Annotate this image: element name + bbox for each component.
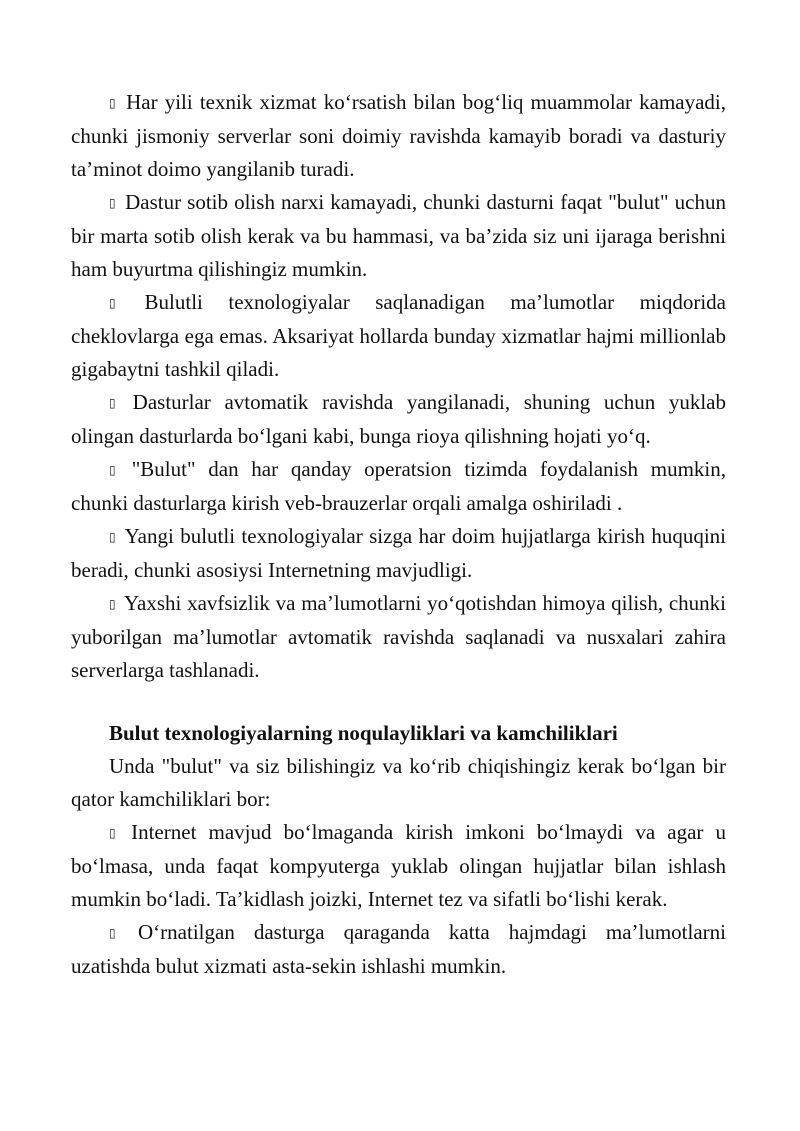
document-page [71, 86, 726, 983]
disadvantage-text: Oʻrnatilgan dasturga qaraganda katta hajmdagi maʼlumotlarni uzatishda bulut xizmati asta-sekin ishlashi mumkin. [71, 920, 726, 978]
section-heading: Bulut texnologiyalarning noqulayliklari va kamchiliklari [109, 721, 618, 745]
advantage-paragraph [71, 86, 726, 186]
advantage-paragraph [71, 520, 726, 587]
advantage-paragraph [71, 453, 726, 520]
bullet-icon: ▯ [109, 826, 116, 840]
section-intro: Unda "bulut" va siz bilishingiz va koʻrib chiqishingiz kerak boʻlgan bir qator kamchiliklari bor: [71, 754, 726, 811]
bullet-icon: ▯ [109, 96, 116, 110]
bullet-icon: ▯ [109, 926, 116, 940]
advantage-text: "Bulut" dan har qanday operatsion tizimda foydalanish mumkin, chunki dasturlarga kirish veb-brauzerlar orqali amalga oshiriladi . [71, 457, 726, 515]
advantage-text: Dasturlar avtomatik ravishda yangilanadi, shuning uchun yuklab olingan dasturlarda boʻlgani kabi, bunga rioya qilishning hojati yoʻq. [71, 390, 726, 448]
advantage-text: Har yili texnik xizmat koʻrsatish bilan bogʻliq muammolar kamayadi, chunki jismoniy serverlar soni doimiy ravishda kamayib boradi va dasturiy taʼminot doimo yangilanib turadi. [71, 90, 726, 181]
disadvantage-text: Internet mavjud boʻlmaganda kirish imkoni boʻlmaydi va agar u boʻlmasa, unda faqat kompyuterga yuklab olingan hujjatlar bilan ishlash mumkin boʻladi. Taʼkidlash joizki, Internet tez va sifatli boʻlishi kerak. [71, 820, 726, 911]
bullet-icon: ▯ [109, 396, 116, 410]
bullet-icon: ▯ [109, 530, 116, 544]
bullet-icon: ▯ [109, 296, 116, 310]
advantage-paragraph [71, 186, 726, 286]
section-spacer [71, 687, 726, 717]
bullet-icon: ▯ [109, 196, 116, 210]
advantage-paragraph [71, 386, 726, 453]
disadvantage-paragraph [71, 816, 726, 916]
advantage-text: Yaxshi xavfsizlik va maʼlumotlarni yoʻqotishdan himoya qilish, chunki yuborilgan maʼlumotlar avtomatik ravishda saqlanadi va nusxalari zahira serverlarga tashlanadi. [71, 591, 726, 682]
advantage-paragraph [71, 587, 726, 687]
disadvantage-paragraph [71, 916, 726, 983]
bullet-icon: ▯ [109, 463, 116, 477]
advantage-paragraph [71, 286, 726, 386]
advantage-text: Yangi bulutli texnologiyalar sizga har doim hujjatlarga kirish huquqini beradi, chunki asosiysi Internetning mavjudligi. [71, 524, 726, 582]
advantage-text: Bulutli texnologiyalar saqlanadigan maʼlumotlar miqdorida cheklovlarga ega emas. Aksariyat hollarda bunday xizmatlar hajmi millionlab gigabaytni tashkil qiladi. [71, 290, 726, 381]
advantage-text: Dastur sotib olish narxi kamayadi, chunki dasturni faqat "bulut" uchun bir marta sotib olish kerak va bu hammasi, va baʼzida siz uni ijaraga berishni ham buyurtma qilishingiz mumkin. [71, 190, 726, 281]
bullet-icon: ▯ [109, 597, 116, 611]
